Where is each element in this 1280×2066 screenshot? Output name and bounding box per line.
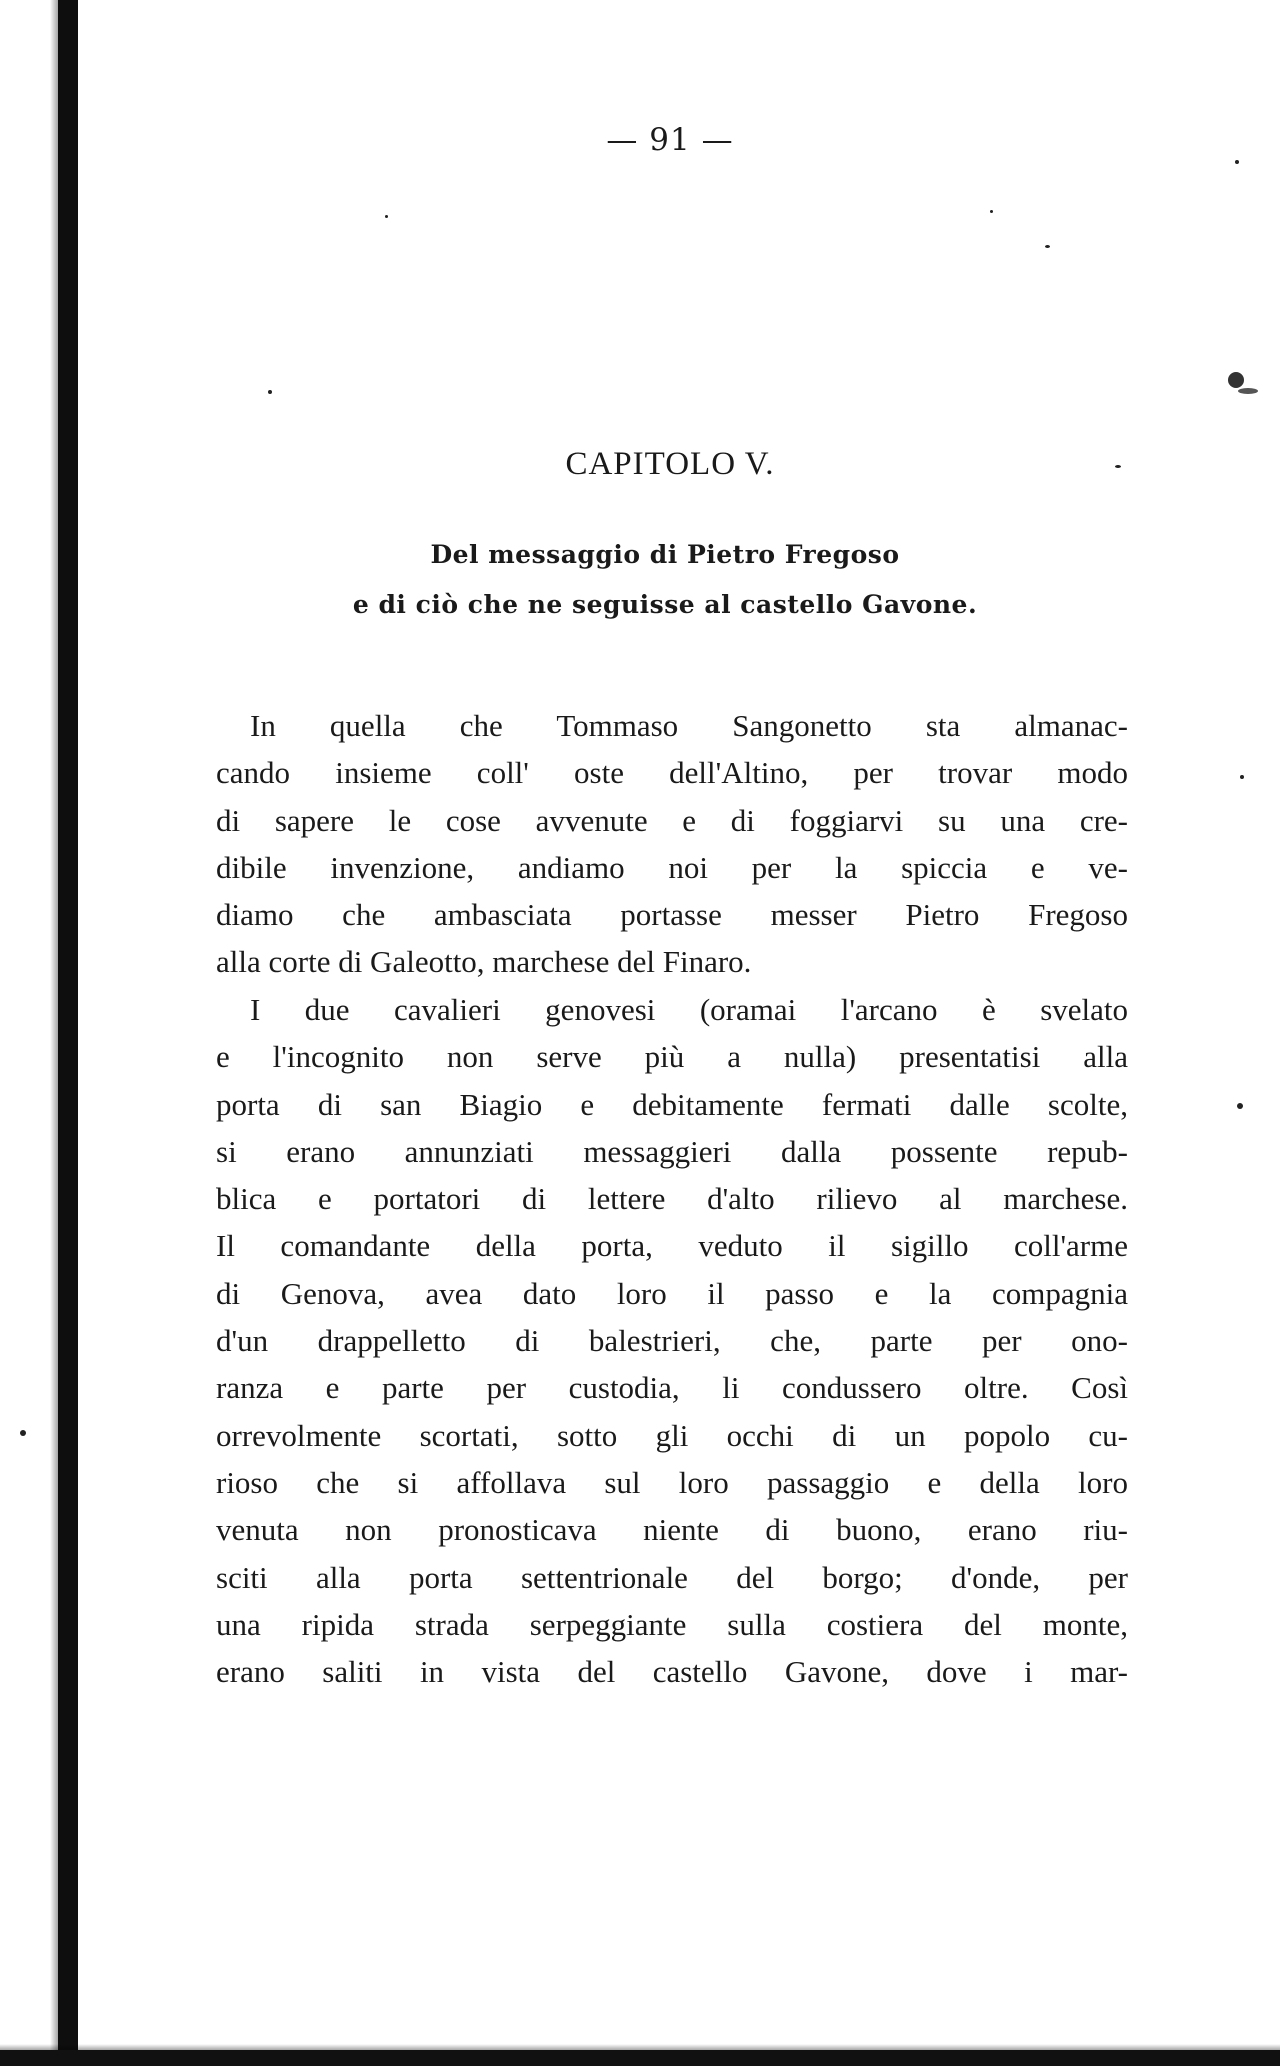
text-line: e l'incognito non serve più a nulla) presentatisi alla (216, 1039, 1128, 1075)
scan-speck (990, 210, 993, 213)
text-line: di Genova, avea dato loro il passo e la compagnia (216, 1275, 1128, 1311)
scan-speck (1240, 775, 1244, 779)
chapter-subtitle-line-2: e di ciò che ne seguisse al castello Gavone. (352, 590, 978, 619)
bottom-edge (0, 2050, 1280, 2066)
text-line: In quella che Tommaso Sangonetto sta almanac- (250, 708, 1128, 743)
text-line: blica e portatori di lettere d'alto rilievo al marchese. (216, 1181, 1128, 1217)
page-number: — 91 — (606, 122, 734, 158)
text-line: rioso che si affollava sul loro passaggio e della loro (216, 1464, 1128, 1500)
text-line: si erano annunziati messaggieri dalla possente repub- (216, 1133, 1128, 1169)
scan-speck (1235, 160, 1239, 164)
scan-speck (1238, 388, 1258, 394)
binding-shadow (50, 0, 58, 2066)
text-line: Il comandante della porta, veduto il sigillo coll'arme (216, 1228, 1128, 1264)
text-line: I due cavalieri genovesi (oramai l'arcano è svelato (250, 992, 1128, 1027)
scan-speck (268, 390, 272, 394)
text-line: diamo che ambasciata portasse messer Pietro Fregoso (216, 897, 1128, 933)
text-line: sciti alla porta settentrionale del borgo; d'onde, per (216, 1559, 1128, 1595)
text-line: d'un drappelletto di balestrieri, che, parte per ono- (216, 1323, 1128, 1359)
scan-speck (1237, 1103, 1243, 1109)
scan-speck (1228, 372, 1244, 388)
text-line: cando insieme coll' oste dell'Altino, per trovar modo (216, 755, 1128, 791)
scan-speck (1045, 245, 1050, 248)
text-line: alla corte di Galeotto, marchese del Finaro. (216, 944, 752, 980)
text-line: porta di san Biagio e debitamente fermati dalle scolte, (216, 1086, 1128, 1122)
chapter-title: CAPITOLO V. (565, 446, 775, 482)
scan-speck (385, 215, 388, 218)
binding-edge (58, 0, 78, 2066)
text-line: orrevolmente scortati, sotto gli occhi di un popolo cu- (216, 1417, 1128, 1453)
body-paragraph-2 (216, 986, 1128, 1695)
body-paragraph-1 (216, 702, 1128, 986)
scan-speck (20, 1430, 26, 1436)
text-line: erano saliti in vista del castello Gavone, dove i mar- (216, 1654, 1128, 1690)
scan-speck (1115, 465, 1121, 468)
text-line: di sapere le cose avvenute e di foggiarvi su una cre- (216, 802, 1128, 838)
text-line: dibile invenzione, andiamo noi per la spiccia e ve- (216, 849, 1128, 885)
text-line: ranza e parte per custodia, li condussero oltre. Così (216, 1370, 1128, 1406)
text-line: venuta non pronosticava niente di buono, erano riu- (216, 1512, 1128, 1548)
chapter-subtitle-line-1: Del messaggio di Pietro Fregoso (430, 540, 900, 569)
text-line: una ripida strada serpeggiante sulla costiera del monte, (216, 1606, 1128, 1642)
